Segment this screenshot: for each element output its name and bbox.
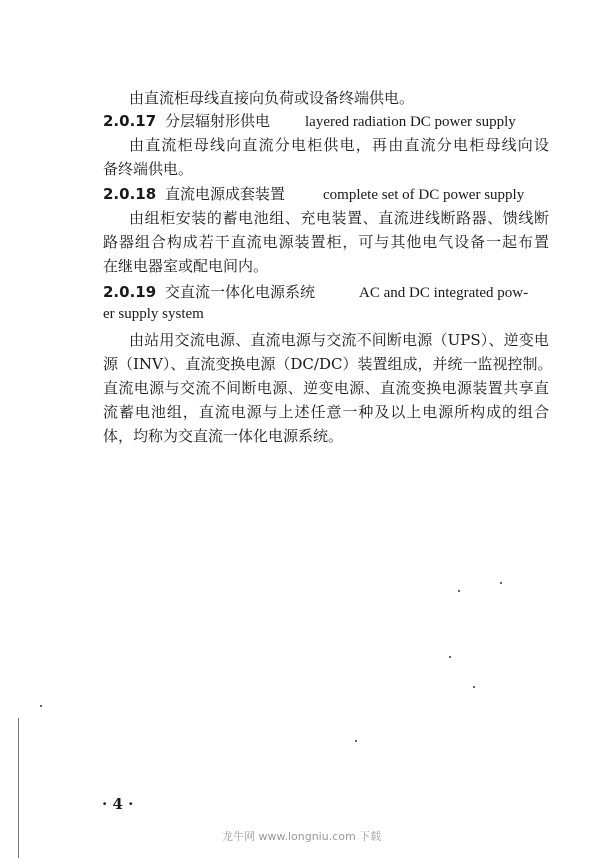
paragraph-line: 由站用交流电源、直流电源与交流不间断电源（UPS）、逆变电 xyxy=(129,331,549,349)
watermark: 龙牛网 www.longniu.com 下载 xyxy=(222,830,382,843)
section-heading-2-0-19 xyxy=(103,282,528,303)
scan-speck xyxy=(449,656,451,658)
scan-speck xyxy=(458,590,460,592)
paragraph-line: 由直流柜母线向直流分电柜供电，再由直流分电柜母线向设 xyxy=(129,136,549,154)
paragraph-line: 备终端供电。 xyxy=(103,160,194,178)
page-number: · 4 · xyxy=(102,795,134,813)
paragraph-line: 直流电源与交流不间断电源、逆变电源、直流变换电源装置共享直 xyxy=(103,379,549,397)
term-english: layered radiation DC power supply xyxy=(305,114,516,130)
term-english-continued: er supply system xyxy=(103,306,204,322)
term-chinese: 交直流一体化电源系统 xyxy=(165,283,316,301)
paragraph-line: 源（INV）、直流变换电源（DC/DC）装置组成，并统一监视控制。 xyxy=(103,355,553,373)
term-english: AC and DC integrated pow- xyxy=(359,285,529,301)
section-number: 2.0.18 xyxy=(103,185,157,203)
paragraph-line: 由组柜安装的蓄电池组、充电装置、直流进线断路器、馈线断 xyxy=(129,209,549,227)
paragraph-line: 路器组合构成若干直流电源装置柜，可与其他电气设备一起布置 xyxy=(103,233,549,251)
scan-speck xyxy=(473,686,475,688)
section-number: 2.0.19 xyxy=(103,283,157,301)
term-chinese: 分层辐射形供电 xyxy=(165,112,271,130)
paragraph-line: 体，均称为交直流一体化电源系统。 xyxy=(103,427,344,445)
scan-speck xyxy=(40,705,42,707)
term-chinese: 直流电源成套装置 xyxy=(165,185,286,203)
section-heading-2-0-17 xyxy=(103,111,516,132)
scan-speck xyxy=(500,582,502,584)
paragraph-line: 在继电器室或配电间内。 xyxy=(103,257,269,275)
term-english: complete set of DC power supply xyxy=(323,187,525,203)
paragraph-line: 由直流柜母线直接向负荷或设备终端供电。 xyxy=(129,89,415,107)
section-number: 2.0.17 xyxy=(103,112,157,130)
section-heading-2-0-18 xyxy=(103,184,524,205)
scan-speck xyxy=(355,740,357,742)
paragraph-line: 流蓄电池组，直流电源与上述任意一种及以上电源所构成的组合 xyxy=(103,403,549,421)
scan-speck xyxy=(18,718,19,858)
